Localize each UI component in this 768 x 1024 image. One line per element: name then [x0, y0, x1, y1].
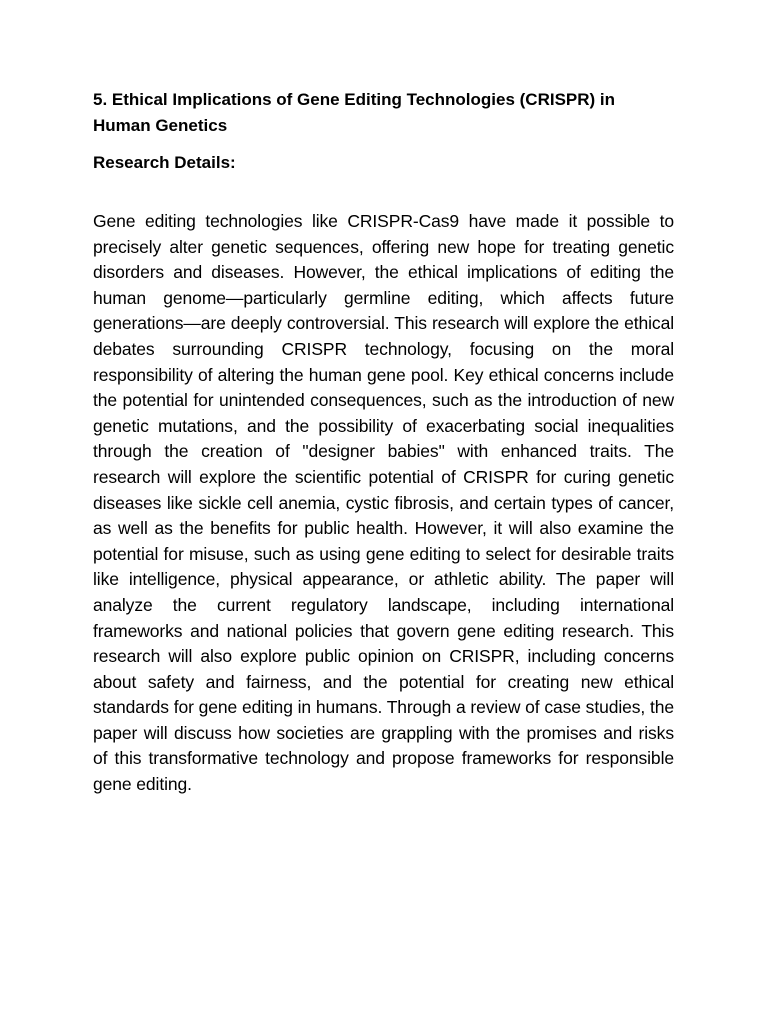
document-title: 5. Ethical Implications of Gene Editing Technologies (CRISPR) in Human Genetics [93, 90, 616, 135]
body-paragraph: Gene editing technologies like CRISPR-Cas9 have made it possible to precisely alter genetic sequences, offering new hope for treating genetic disorders and diseases. However, the ethical implications of editing the human genome—particularly germline editing, which affects future generations—are deeply controversial. This research will explore the ethical debates surrounding CRISPR technology, focusing on the moral responsibility of altering the human gene pool. Key ethical concerns include the potential for unintended consequences, such as the introduction of new genetic mutations, and the possibility of exacerbating social inequalities through the creation of "designer babies" with enhanced traits. The research will explore the scientific potential of CRISPR for curing genetic diseases like sickle cell anemia, cystic fibrosis, and certain types of cancer, as well as the benefits for public health. However, it will also examine the potential for misuse, such as using gene editing to select for desirable traits like intelligence, physical appearance, or athletic ability. The paper will analyze the current regulatory landscape, including international frameworks and national policies that govern gene editing research. This research will also explore public opinion on CRISPR, including concerns about safety and fairness, and the potential for creating new ethical standards for gene editing in humans. Through a review of case studies, the paper will discuss how societies are grappling with the promises and risks of this transformative technology and propose frameworks for responsible gene editing. [93, 211, 674, 795]
document-page [93, 87, 674, 798]
research-details-heading: Research Details: [93, 153, 236, 172]
